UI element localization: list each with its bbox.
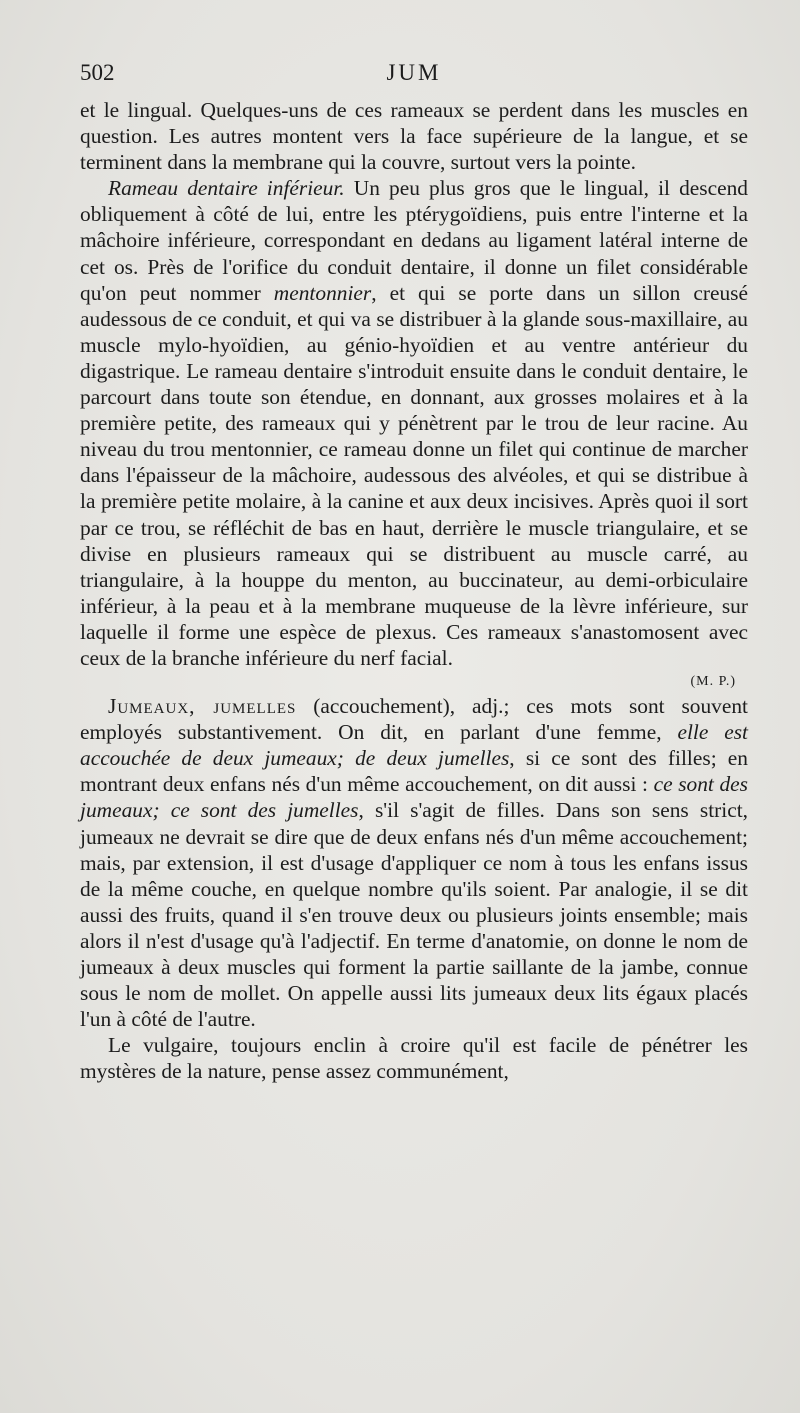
paragraph-lingual-end: et le lingual. Quelques-uns de ces rameaux se perdent dans les muscles en question. Les autres montent vers la face supérieure de la langue, et se terminent dans la membrane qui la couvre, surtout vers la pointe. bbox=[80, 98, 748, 175]
page-body bbox=[80, 97, 748, 1084]
page-number: 502 bbox=[80, 60, 115, 85]
paragraph-vulgaire: Le vulgaire, toujours enclin à croire qu'il est facile de pénétrer les mystères de la nature, pense assez communément, bbox=[80, 1033, 748, 1084]
paragraph-text: Un peu plus gros que le lingual, il descend obliquement à côté de lui, entre les ptérygoïdiens, puis entre l'interne et la mâchoire inférieure, correspondant en dedans au ligament latéral interne de cet os. Près de l'orifice du conduit dentaire, il donne un filet considérable qu'on peut nommer bbox=[80, 176, 748, 305]
paragraph-text: , et qui se porte dans un sillon creusé audessous de ce conduit, et qui va se distribuer à la glande sous-maxillaire, au muscle mylo-hyoïdien, au génio-hyoïdien et au ventre antérieur du digastrique. Le rameau dentaire s'introduit ensuite dans le conduit dentaire, le parcourt dans toute son étendue, en donnant, aux grosses molaires et à la première petite, des rameaux qui y pénètrent par le trou de leur racine. Au niveau du trou mentonnier, ce rameau donne un filet qui continue de marcher dans l'épaisseur de la mâchoire, audessous des alvéoles, et qui se distribue à la première petite molaire, à la canine et aux deux incisives. Après quoi il sort par ce trou, se réfléchit de bas en haut, derrière le muscle triangulaire, et se divise en plusieurs rameaux qui se distribuent au muscle carré, au triangulaire, à la houppe du menton, au buccinateur, au demi-orbiculaire inférieur, à la peau et à la membrane muqueuse de la lèvre inférieure, sur laquelle il forme une espèce de plexus. Ces rameaux s'anastomosent avec ceux de la branche inférieure du nerf facial. bbox=[80, 280, 748, 670]
paragraph-text: , si ce sont des filles; en montrant deux enfans nés d'un même accouchement, on dit aussi : bbox=[80, 746, 748, 797]
author-signature: (M. P.) bbox=[690, 674, 736, 690]
paragraph-text: , s'il s'agit de filles. Dans son sens strict, jumeaux ne devrait se dire que de deux enfans nés d'un même accouchement; mais, par extension, il est d'usage d'appliquer ce nom à tous les enfans issus de la même couche, en quelque nombre qu'ils soient. Par analogie, il se dit aussi des fruits, quand il s'en trouve deux ou plusieurs joints ensemble; mais alors il n'est d'usage qu'à l'adjectif. En terme d'anatomie, on donne le nom de jumeaux à deux muscles qui forment la partie saillante de la jambe, connue sous le nom de mollet. On appelle aussi lits jumeaux deux lits égaux placés l'un à côté de l'autre. bbox=[80, 798, 748, 1032]
page-header bbox=[80, 60, 748, 92]
paragraph-text: (accouchement), adj.; ces mots sont souvent employés substantivement. On dit, en parlant d'une femme, bbox=[80, 694, 749, 745]
example-phrase: ce sont des jumeaux; ce sont des jumelles bbox=[80, 772, 748, 823]
running-head: JUM bbox=[386, 60, 442, 85]
section-title: Rameau dentaire inférieur. bbox=[108, 176, 345, 201]
paragraph-jumeaux bbox=[80, 693, 748, 1032]
example-phrase: elle est accouchée de deux jumeaux; de deux jumelles bbox=[80, 720, 748, 771]
paragraph-rameau-dentaire bbox=[80, 175, 748, 671]
term-mentonnier: mentonnier bbox=[273, 280, 372, 305]
entry-headword: Jumeaux, jumelles bbox=[108, 694, 297, 719]
